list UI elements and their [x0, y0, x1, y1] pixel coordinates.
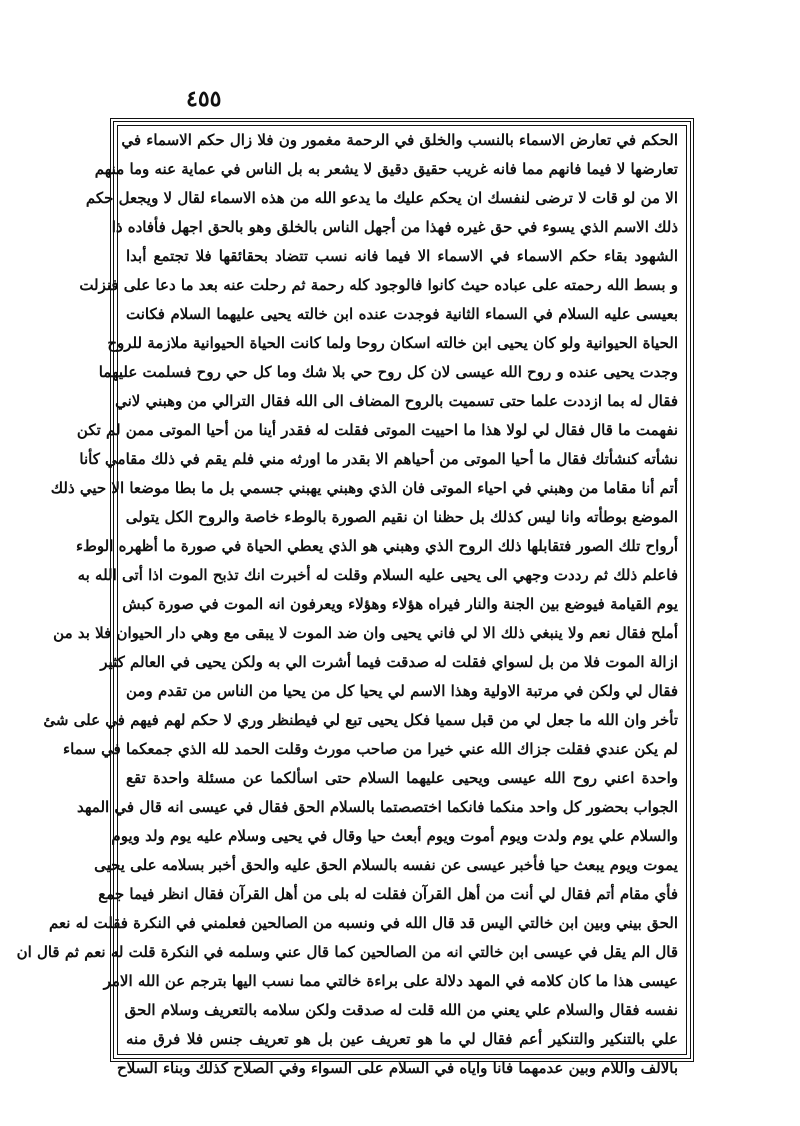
- text-line: يوم القيامة فيوضع بين الجنة والنار فيراه هؤلاء وهؤلاء ويعرفون انه الموت في صورة كبش: [122, 595, 678, 613]
- text-line: تأخر وان الله ما جعل لي من قبل سميا فكل يحيى تبع لي فيطنظر وري لا حكم لهم فيهم في على شئ: [43, 711, 678, 729]
- text-line: لم يكن عندي فقلت جزاك الله عني خيرا من صاحب مورث وقلت الحمد لله الذي جمعكما في سماء: [63, 740, 678, 758]
- text-line: بالالف واللام وبين عدمهما فانا واياه في السلام على السواء وفي الصلاح كذلك وبناء السلاح: [117, 1059, 678, 1077]
- text-line: يموت ويوم يبعث حيا فأخبر عيسى عن نفسه بالسلام الحق عليه والحق أخبر بسلامه على يحيى: [94, 856, 678, 874]
- text-line: الشهود بقاء حكم الاسماء في الاسماء الا فيما فانه نسب تتضاد بحقائقها فلا تجتمع أبدا: [126, 247, 678, 265]
- text-line: فأي مقام أتم فقال لي أنت من أهل القرآن فقلت له بلى من أهل القرآن فقال انظر فيما جمع: [98, 885, 678, 903]
- text-line: الجواب بحضور كل واحد منكما فانكما اختصصتما بالسلام الحق فقال في عيسى انه قال في المهد: [76, 798, 678, 816]
- text-line: عيسى هذا ما كان كلامه في المهد دلالة على براءة خالتي مما نسب اليها بترجم عن الله الامر: [103, 972, 678, 990]
- text-line: الحكم في تعارض الاسماء بالنسب والخلق في الرحمة مغمور ون فلا زال حكم الاسماء في: [121, 131, 678, 149]
- text-line: نشأته كنشأتك فقال ما أحيا الموتى من أحياهم الا بقدر ما اورثه مني فلم يقم في ذلك مقامي كأنا: [79, 450, 678, 468]
- text-line: أملح فقال نعم ولا ينبغي ذلك الا لي فاني يحيى وان ضد الموت لا يبقى مع وهي دار الحيوان فلا بد من: [53, 624, 678, 642]
- text-line: أرواح تلك الصور فتقابلها ذلك الروح الذي وهبني هو الذي يعطي الحياة في صورة ما أظهره الوطء: [76, 537, 678, 555]
- text-line: الحياة الحيوانية ولو كان يحيى ابن خالته اسكان روحا ولما كانت الحياة الحيوانية ملازمة للروح: [107, 334, 678, 352]
- text-line: فاعلم ذلك ثم رددت وجهي الى يحيى عليه السلام وقلت له أخبرت انك تذبح الموت اذا أتى الله به: [77, 566, 678, 584]
- body-text-block: [16, 126, 678, 1077]
- text-line: و بسط الله رحمته على عباده حيث كانوا فالوجود كله رحمة ثم رحلت عنه بعد ما دعا على فنزلت: [79, 276, 678, 294]
- text-line: علي بالتنكير والتنكير أعم فقال لي ما هو تعريف عين بل هو تعريف جنس فلا فرق منه: [126, 1030, 678, 1048]
- page-number: ٤٥٥: [186, 86, 222, 112]
- text-line: فقال له بما ازددت علما حتى تسميت بالروح المضاف الى الله فقال الترالي من وهبني لاني: [115, 392, 678, 410]
- text-line: ذلك الاسم الذي يسوء في حق غيره فهذا من أجهل الناس بالخلق وهو بالحق اجهل فأفاده ذا: [111, 218, 678, 236]
- text-line: الحق بيني وبين ابن خالتي اليس قد قال الله في ونسبه من الصالحين فعلمني في النكرة فقلت له نعم: [49, 914, 678, 932]
- text-line: بعيسى عليه السلام في السماء الثانية فوجدت عنده ابن خالته يحيى عليهما السلام فكانت: [126, 305, 678, 323]
- text-line: الا من لو قات لا ترضى لنفسك ان يحكم عليك ما يدعو الله من هذه الاسماء لقال لا ويجعل حكم: [85, 189, 678, 207]
- text-line: والسلام علي يوم ولدت ويوم أموت ويوم أبعث حيا وقال في يحيى وسلام عليه يوم ولد ويوم: [111, 827, 678, 845]
- text-line: أتم أنا مقاما من وهبني في احياء الموتى فان الذي وهبني يهبني جسمي بل ما بطا موضعا الا حيي ذلك: [50, 479, 678, 497]
- text-line: واحدة اعني روح الله عيسى ويحيى عليهما السلام حتى اسألكما عن مسئلة واحدة تقع: [126, 769, 678, 787]
- text-line: ازالة الموت فلا من بل لسواي فقلت له صدقت فيما أشرت الي به ولكن يحيى في العالم كثير: [100, 653, 678, 671]
- text-line: الموضع بوطأته وانا ليس كذلك بل حظنا ان نقيم الصورة بالوطء خاصة والروح الكل يتولى: [125, 508, 678, 526]
- text-line: تعارضها لا فيما فانهم مما فانه غريب حقيق دقيق لا يشعر به بل الناس في عماية عنه وما منهم: [94, 160, 678, 178]
- text-line: وجدت يحيى عنده و روح الله عيسى لان كل روح حي بلا شك وما كل حي روح فسلمت عليهما: [98, 363, 678, 381]
- text-line: نفهمت ما قال فقال لي لولا هذا ما احييت الموتى فقلت له فقدر أينا من أحيا الموتى ممن لم تكن: [76, 421, 678, 439]
- text-line: قال الم يقل في عيسى ابن خالتي انه من الصالحين كما قال عني وسلمه في النكرة قلت له نعم ثم قال ان: [16, 943, 678, 961]
- text-line: نفسه فقال والسلام علي يعني من الله قلت له صدقت ولكن سلامه بالتعريف وسلام الحق: [124, 1001, 678, 1019]
- text-line: فقال لي ولكن في مرتبة الاولية وهذا الاسم لي يحيا كل من يحيا من الناس من تقدم ومن: [126, 682, 678, 700]
